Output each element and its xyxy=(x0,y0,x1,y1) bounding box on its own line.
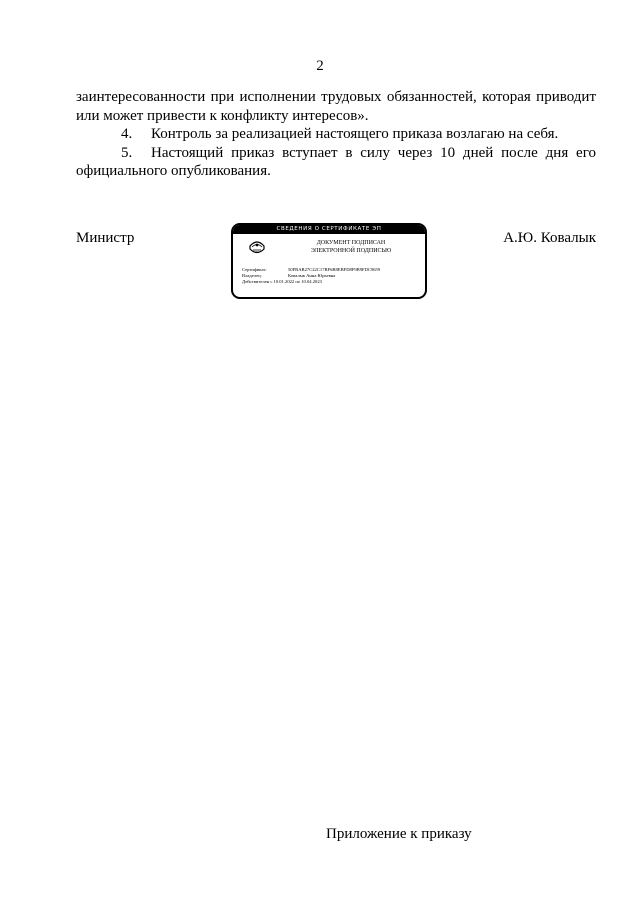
stamp-details xyxy=(242,267,380,285)
list-item-4 xyxy=(76,125,596,144)
paragraph-line: заинтересованности при исполнении трудовых обязанностей, которая приводит xyxy=(76,89,596,105)
paragraph-line: официального опубликования. xyxy=(76,163,271,179)
stamp-row-label: Сертификат: xyxy=(242,267,267,272)
page-number: 2 xyxy=(316,58,324,74)
stamp-row-value: 50FBAB27C22C17BF6B8EBFD8F9B9FDC9659 xyxy=(288,267,381,272)
stamp-header: СВЕДЕНИЯ О СЕРТИФИКАТЕ ЭП xyxy=(233,225,425,234)
electronic-signature-stamp xyxy=(231,223,427,299)
signatory-name: А.Ю. Ковалык xyxy=(503,230,596,246)
list-item-text: Контроль за реализацией настоящего приказа возлагаю на себя. xyxy=(151,126,559,142)
stamp-row-value: Ковалык Анна Юрьевна xyxy=(288,273,336,278)
signatory-role: Министр xyxy=(76,230,135,246)
stamp-row-validity xyxy=(242,279,380,285)
paragraph-line: или может привести к конфликту интересов». xyxy=(76,107,369,124)
coat-of-arms-icon xyxy=(247,237,267,257)
list-item-5 xyxy=(76,144,596,163)
stamp-title-line: ЭЛЕКТРОННОЙ ПОДПИСЬЮ xyxy=(310,248,392,254)
list-item-text: Настоящий приказ вступает в силу через 10 дней после дня его xyxy=(151,144,596,161)
list-number: 4. xyxy=(121,126,133,142)
body-text xyxy=(76,88,596,181)
stamp-title xyxy=(283,239,419,255)
stamp-row-label: Действителен с 10.01.2022 по 10.04.2023 xyxy=(242,279,322,284)
list-number: 5. xyxy=(121,144,133,161)
stamp-row-label: Владелец: xyxy=(242,273,262,278)
stamp-title-line: ДОКУМЕНТ ПОДПИСАН xyxy=(316,240,386,246)
appendix-heading: Приложение к приказу xyxy=(326,826,472,842)
